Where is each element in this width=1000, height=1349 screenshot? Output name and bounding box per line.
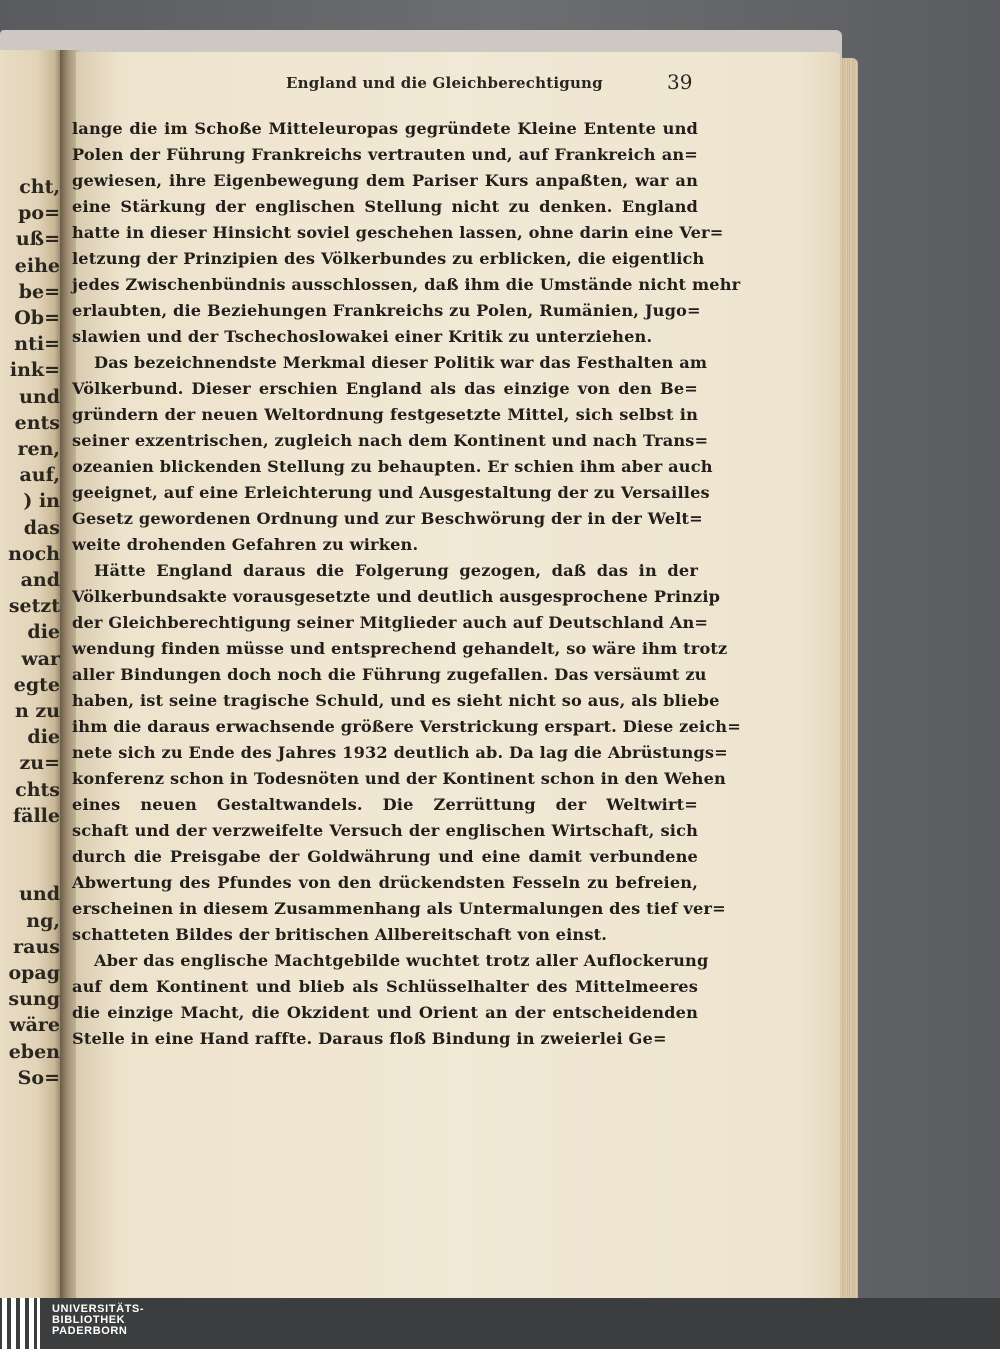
left-page-fragment: Ob= (14, 307, 60, 329)
left-page-fragment: auf, (19, 464, 60, 487)
text-line: Aber das englische Machtgebilde wuchtet trotz aller Auflockerung (94, 951, 709, 970)
left-page-fragment: das (23, 516, 60, 539)
text-line: geeignet, auf eine Erleichterung und Ausgestaltung der zu Versailles (72, 483, 710, 502)
left-page-fragment: raus (13, 935, 60, 958)
left-page (0, 50, 62, 1298)
footer-bar (0, 1298, 1000, 1349)
text-line: Polen der Führung Frankreichs vertrauten und, auf Frankreich an= (72, 145, 698, 164)
left-page-fragment: be= (18, 280, 60, 303)
left-page-fragment: sung (8, 988, 60, 1011)
left-page-fragment: ink= (9, 359, 60, 382)
text-line: schaft und der verzweifelte Versuch der englischen Wirtschaft, sich (72, 821, 698, 840)
text-line: aller Bindungen doch noch die Führung zugefallen. Das versäumt zu (72, 665, 707, 684)
text-line: Völkerbundsakte vorausgesetzte und deutlich ausgesprochene Prinzip (72, 587, 721, 606)
left-page-fragment: So= (17, 1066, 60, 1089)
page-number: 39 (667, 70, 693, 94)
left-page-fragment: zu= (19, 752, 60, 775)
text-line: seiner exzentrischen, zugleich nach dem Kontinent und nach Trans= (72, 431, 709, 450)
text-line: der Gleichberechtigung seiner Mitglieder auch auf Deutschland An= (72, 613, 709, 632)
text-line: eines neuen Gestaltwandels. Die Zerrüttung der Weltwirt= (72, 795, 698, 814)
left-page-fragment: cht, (19, 176, 60, 198)
text-line: haben, ist seine tragische Schuld, und es sieht nicht so aus, als bliebe (72, 691, 720, 710)
running-head: England und die Gleichberechtigung (286, 74, 603, 92)
left-page-fragment: noch (8, 542, 60, 565)
library-logo-text (52, 1304, 144, 1337)
text-line: ihm die daraus erwachsende größere Verstrickung erspart. Diese zeich= (72, 717, 741, 736)
logo-line-1: UNIVERSITÄTS- (52, 1303, 145, 1315)
left-page-fragment: and (20, 569, 60, 591)
left-page-fragment: die (27, 726, 60, 749)
text-line: eine Stärkung der englischen Stellung nicht zu denken. England (72, 197, 698, 216)
left-page-fragment: uß= (15, 228, 60, 251)
left-page-fragment: wäre (9, 1014, 60, 1037)
text-line: Hätte England daraus die Folgerung gezogen, daß das in der (94, 561, 698, 580)
text-line: erscheinen in diesem Zusammenhang als Untermalungen des tief ver= (72, 899, 726, 918)
text-line: Abwertung des Pfundes von den drückendsten Fesseln zu befreien, (72, 873, 698, 892)
left-page-fragment: chts (15, 778, 60, 801)
text-line: lange die im Schoße Mitteleuropas gegründete Kleine Entente und (72, 119, 698, 138)
text-line: Stelle in eine Hand raffte. Daraus floß Bindung in zweierlei Ge= (72, 1029, 667, 1048)
left-page-fragment: und (19, 883, 60, 906)
text-line: jedes Zwischenbündnis ausschlossen, daß ihm die Umstände nicht mehr (72, 275, 741, 294)
text-line: auf dem Kontinent und blieb als Schlüsselhalter des Mittelmeeres (72, 977, 698, 996)
left-page-fragment: die (27, 621, 60, 644)
text-line: durch die Preisgabe der Goldwährung und eine damit verbundene (72, 847, 698, 866)
left-page-fragment: fälle (12, 804, 60, 827)
left-page-fragment: egte (13, 673, 60, 696)
text-line: ozeanien blickenden Stellung zu behaupten. Er schien ihm aber auch (72, 457, 713, 476)
left-page-fragment: ents (14, 411, 60, 434)
left-page-fragment: n zu (14, 700, 60, 722)
text-line: Das bezeichnendste Merkmal dieser Politik war das Festhalten am (94, 353, 708, 372)
left-page-fragment: ren, (17, 438, 60, 460)
logo-line-2: BIBLIOTHEK (52, 1314, 126, 1326)
left-page-fragment: po= (18, 202, 60, 225)
left-page-fragment: nti= (14, 333, 60, 356)
library-logo-icon (2, 1298, 42, 1349)
text-line: letzung der Prinzipien des Völkerbundes zu erblicken, die eigentlich (72, 249, 705, 268)
left-page-fragment: eihe (14, 254, 60, 277)
text-line: konferenz schon in Todesnöten und der Kontinent schon in den Wehen (72, 769, 726, 788)
logo-line-3: PADERBORN (52, 1325, 128, 1337)
left-page-fragment: opag (8, 962, 60, 984)
text-line: Völkerbund. Dieser erschien England als das einzige von den Be= (72, 379, 698, 398)
left-page-fragment: setzt (8, 595, 60, 618)
text-line: erlaubten, die Beziehungen Frankreichs zu Polen, Rumänien, Jugo= (72, 301, 701, 320)
text-line: gewiesen, ihre Eigenbewegung dem Pariser Kurs anpaßten, war an (72, 171, 698, 190)
text-line: gründern der neuen Weltordnung festgesetzte Mittel, sich selbst in (72, 405, 698, 424)
left-page-fragment: und (19, 385, 60, 408)
text-line: weite drohenden Gefahren zu wirken. (72, 535, 419, 554)
text-line: hatte in dieser Hinsicht soviel geschehen lassen, ohne darin eine Ver= (72, 223, 724, 242)
text-line: die einzige Macht, die Okzident und Orient an der entscheidenden (72, 1003, 698, 1022)
body-text (72, 116, 741, 1052)
text-line: nete sich zu Ende des Jahres 1932 deutlich ab. Da lag die Abrüstungs= (72, 743, 728, 762)
left-page-fragment: ng, (26, 909, 60, 932)
left-page-fragment: war (21, 647, 60, 670)
page-header (70, 70, 693, 100)
text-line: schatteten Bildes der britischen Allbereitschaft von einst. (72, 925, 607, 944)
left-page-fragment: ) in (23, 490, 60, 513)
text-line: slawien und der Tschechoslowakei einer Kritik zu unterziehen. (72, 327, 653, 346)
text-line: Gesetz gewordenen Ordnung und zur Beschwörung der in der Welt= (72, 509, 703, 528)
text-line: wendung finden müsse und entsprechend gehandelt, so wäre ihm trotz (72, 639, 728, 658)
left-page-fragment: eben (8, 1040, 60, 1063)
